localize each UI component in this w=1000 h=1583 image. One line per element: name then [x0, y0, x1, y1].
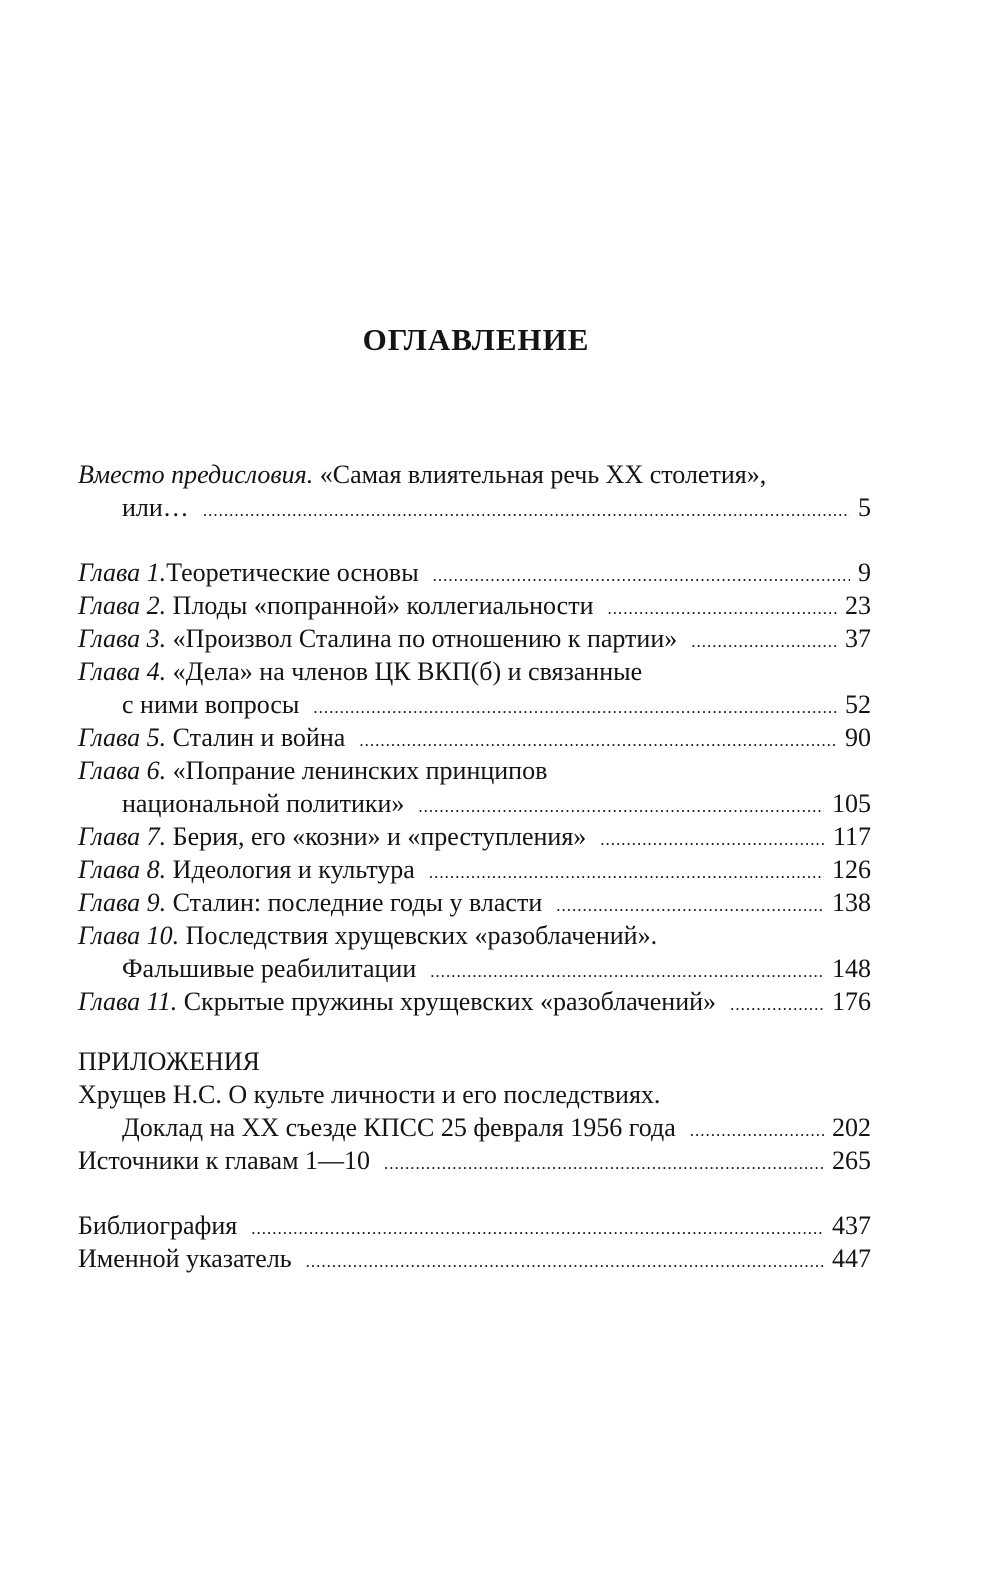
- chapter-title-cont: Фальшивые реабилитации: [122, 954, 417, 983]
- appendix-title: Источники к главам 1—10: [78, 1146, 371, 1175]
- toc-line: [78, 622, 871, 655]
- appendix-heading-text: ПРИЛОЖЕНИЯ: [78, 1047, 260, 1076]
- toc-line: [78, 1209, 871, 1242]
- chapter-label: Глава 10.: [78, 921, 180, 950]
- chapter-title: Плоды «попранной» коллегиальности: [172, 591, 594, 620]
- dot-leader: [608, 592, 838, 625]
- chapter-label: Глава 1.: [78, 558, 167, 587]
- chapter-label: Глава 4.: [78, 657, 167, 686]
- toc-line: [78, 853, 871, 886]
- chapter-title-cont: с ними вопросы: [122, 690, 300, 719]
- page-number: 52: [845, 690, 871, 719]
- page-number: 437: [832, 1211, 871, 1240]
- chapter-label: Глава 5.: [78, 723, 167, 752]
- dot-leader: [429, 856, 824, 889]
- chapter-title: Сталин: последние годы у власти: [172, 888, 543, 917]
- dot-leader: [690, 1114, 824, 1147]
- page-number: 5: [858, 493, 871, 522]
- page-number: 37: [845, 624, 871, 653]
- toc-chapters: [78, 556, 871, 1018]
- toc-line: [78, 721, 871, 754]
- toc-line: [78, 886, 871, 919]
- chapter-label: Глава 9.: [78, 888, 167, 917]
- entry-label: Вместо предисловия.: [78, 460, 314, 489]
- toc-line: [78, 1111, 871, 1144]
- dot-leader: [203, 494, 850, 527]
- page-number: 265: [832, 1146, 871, 1175]
- toc-line: [78, 754, 871, 787]
- toc-line: [78, 1242, 871, 1275]
- page-number: 9: [858, 558, 871, 587]
- chapter-title: Берия, его «козни» и «преступления»: [172, 822, 587, 851]
- toc-line: [78, 919, 871, 952]
- chapter-label: Глава 11.: [78, 987, 178, 1016]
- dot-leader: [691, 625, 837, 658]
- appendix-title-cont: Доклад на XX съезде КПСС 25 февраля 1956 года: [122, 1113, 676, 1142]
- dot-leader: [430, 955, 824, 988]
- toc-line: [78, 820, 871, 853]
- toc-line: [78, 985, 871, 1018]
- back-matter-title: Библиография: [78, 1211, 238, 1240]
- dot-leader: [313, 691, 837, 724]
- chapter-title: «Произвол Сталина по отношению к партии»: [172, 624, 678, 653]
- toc-line: [78, 688, 871, 721]
- chapter-label: Глава 8.: [78, 855, 167, 884]
- chapter-title: Теоретические основы: [166, 558, 419, 587]
- appendix-title: Хрущев Н.С. О культе личности и его последствиях.: [78, 1080, 661, 1109]
- chapter-title-cont: национальной политики»: [122, 789, 405, 818]
- toc-line: [78, 458, 871, 491]
- toc-appendix: [78, 1045, 871, 1177]
- chapter-title: Скрытые пружины хрущевских «разоблачений»: [183, 987, 717, 1016]
- back-matter-title: Именной указатель: [78, 1244, 292, 1273]
- chapter-label: Глава 6.: [78, 756, 167, 785]
- dot-leader: [556, 889, 824, 922]
- page-title: ОГЛАВЛЕНИЕ: [362, 322, 590, 357]
- entry-title: «Самая влиятельная речь XX столетия»,: [319, 460, 767, 489]
- chapter-title: «Дела» на членов ЦК ВКП(б) и связанные: [172, 657, 643, 686]
- chapter-label: Глава 7.: [78, 822, 167, 851]
- page-number: 105: [832, 789, 871, 818]
- toc-line: [78, 952, 871, 985]
- toc-line: [78, 1144, 871, 1177]
- dot-leader: [600, 823, 825, 856]
- page-number: 117: [832, 822, 871, 851]
- chapter-title: «Попрание ленинских принципов: [172, 756, 548, 785]
- dot-leader: [384, 1147, 824, 1180]
- chapter-label: Глава 3.: [78, 624, 167, 653]
- page-number: 202: [832, 1113, 871, 1142]
- toc-preface: [78, 458, 871, 524]
- page-number: 90: [845, 723, 871, 752]
- chapter-title: Сталин и война: [172, 723, 346, 752]
- toc-line: [78, 589, 871, 622]
- toc-line: [78, 491, 871, 524]
- page-number: 447: [832, 1244, 871, 1273]
- dot-leader: [433, 559, 850, 592]
- toc-line: [78, 787, 871, 820]
- toc-line: [78, 556, 871, 589]
- page-number: 23: [845, 591, 871, 620]
- page-number: 138: [832, 888, 871, 917]
- dot-leader: [730, 988, 824, 1021]
- entry-title-cont: или…: [122, 493, 189, 522]
- dot-leader: [359, 724, 837, 757]
- appendix-heading: [78, 1045, 871, 1078]
- toc-back-matter: [78, 1209, 871, 1275]
- chapter-label: Глава 2.: [78, 591, 167, 620]
- chapter-title: Идеология и культура: [172, 855, 415, 884]
- page-number: 176: [832, 987, 871, 1016]
- toc-line: [78, 1078, 871, 1111]
- chapter-title: Последствия хрущевских «разоблачений».: [185, 921, 658, 950]
- page-number: 148: [832, 954, 871, 983]
- toc-line: [78, 655, 871, 688]
- page-number: 126: [832, 855, 871, 884]
- dot-leader: [251, 1212, 824, 1245]
- dot-leader: [306, 1245, 824, 1278]
- dot-leader: [418, 790, 824, 823]
